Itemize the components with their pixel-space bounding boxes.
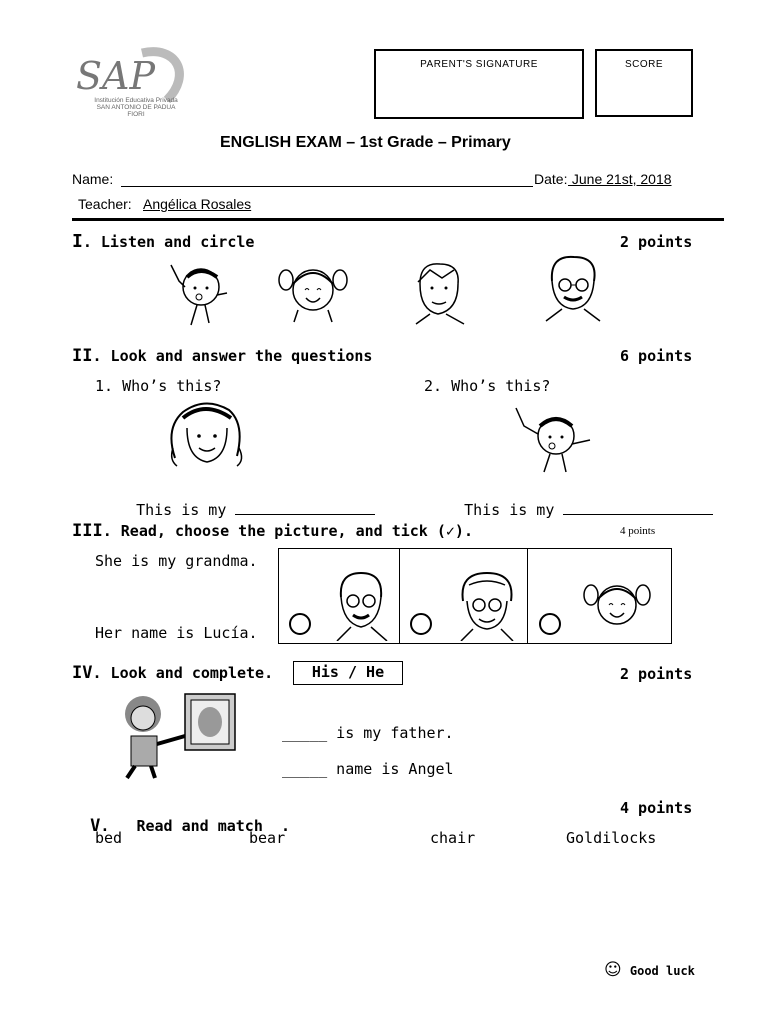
- section-4-line-2: _____ name is Angel: [282, 760, 454, 778]
- good-luck-text: Good luck: [629, 964, 695, 978]
- parent-signature-box: [374, 49, 584, 119]
- answer-2-prefix: This is my: [464, 501, 564, 519]
- logo-subtitle: Institución Educativa Privada SAN ANTONIO DE PADUA FIORI: [94, 97, 178, 118]
- section-5-title: Read and match: [136, 817, 263, 835]
- teacher-value: Angélica Rosales: [143, 196, 252, 212]
- logo-text: SAP: [76, 54, 156, 98]
- section-5-number: V: [90, 816, 101, 836]
- boy-with-portrait-picture: [115, 692, 240, 780]
- match-word-bear: bear: [249, 829, 286, 847]
- answer-2-blank[interactable]: [563, 514, 713, 515]
- section-4-points: 2 points: [620, 665, 693, 683]
- section-3-title: Read, choose the picture, and tick (: [120, 522, 446, 540]
- answer-1-prefix: This is my: [136, 501, 236, 519]
- grandpa-picture: [540, 253, 604, 323]
- answer-line-2: [446, 483, 713, 519]
- score-box: [595, 49, 693, 117]
- section-3-line-1: She is my grandma.: [95, 552, 258, 570]
- answer-1-blank[interactable]: [235, 514, 375, 515]
- section-2-number: II: [72, 346, 93, 366]
- name-label: Name:: [72, 171, 114, 187]
- baby-picture: [165, 255, 233, 327]
- section-3-heading: III. Read, choose the picture, and tick (✓).: [72, 521, 473, 541]
- date-value: June 21st, 2018: [568, 171, 672, 187]
- section-5-heading: V. Read and match .: [90, 816, 290, 836]
- tick-glyph: ✓: [445, 522, 455, 540]
- match-word-goldilocks: Goldilocks: [566, 829, 657, 847]
- section-1-number: I: [72, 231, 83, 252]
- match-word-bed: bed: [95, 829, 123, 847]
- word-box: His / He: [293, 661, 403, 685]
- choice-grandma-picture: [455, 571, 519, 641]
- section-5-title-dot: .: [280, 817, 290, 835]
- tick-circle-1[interactable]: [289, 613, 311, 635]
- section-3-title-end: ).: [454, 522, 473, 540]
- choice-grid: [278, 548, 672, 644]
- section-3-points: 4 points: [620, 525, 656, 537]
- choice-divider-1: [399, 549, 400, 643]
- choice-divider-2: [527, 549, 528, 643]
- father-picture: [406, 258, 470, 326]
- section-3-line-2: Her name is Lucía.: [95, 624, 258, 642]
- teacher-label: Teacher:: [78, 196, 136, 212]
- match-word-chair: chair: [430, 829, 476, 847]
- score-label: SCORE: [624, 59, 664, 70]
- smiley-icon: ☺: [604, 960, 622, 980]
- header-divider: [72, 218, 724, 221]
- section-2-title: Look and answer the questions: [110, 347, 373, 365]
- section-4-heading: IV. Look and complete.: [72, 663, 274, 683]
- answer-line-1: [118, 483, 375, 519]
- mother-picture: [165, 398, 247, 470]
- question-1: 1. Who’s this?: [95, 377, 222, 395]
- section-2-points: 6 points: [620, 347, 693, 365]
- section-1-heading: I. Listen and circle: [72, 231, 255, 252]
- choice-girl-picture: [583, 577, 651, 639]
- section-4-line-1: _____ is my father.: [282, 724, 454, 742]
- section-4-number: IV: [72, 663, 93, 683]
- section-2-heading: II. Look and answer the questions: [72, 346, 373, 366]
- section-4-title: Look and complete.: [110, 664, 274, 682]
- tick-circle-2[interactable]: [410, 613, 432, 635]
- question-2: 2. Who’s this?: [424, 377, 551, 395]
- section-1-title: Listen and circle: [100, 233, 255, 251]
- page-title: ENGLISH EXAM – 1st Grade – Primary: [220, 134, 511, 151]
- section-3-number: III: [72, 521, 103, 541]
- section-5-points: 4 points: [620, 799, 693, 817]
- girl-picture: [278, 262, 348, 324]
- name-blank: [121, 186, 533, 187]
- tick-circle-3[interactable]: [539, 613, 561, 635]
- footer: [604, 960, 695, 980]
- parent-signature-label: PARENT'S SIGNATURE: [420, 59, 538, 70]
- date-label: Date:: [534, 171, 568, 187]
- baby-picture-2: [510, 404, 594, 474]
- choice-grandpa-picture: [331, 569, 391, 641]
- section-1-points: 2 points: [620, 233, 693, 251]
